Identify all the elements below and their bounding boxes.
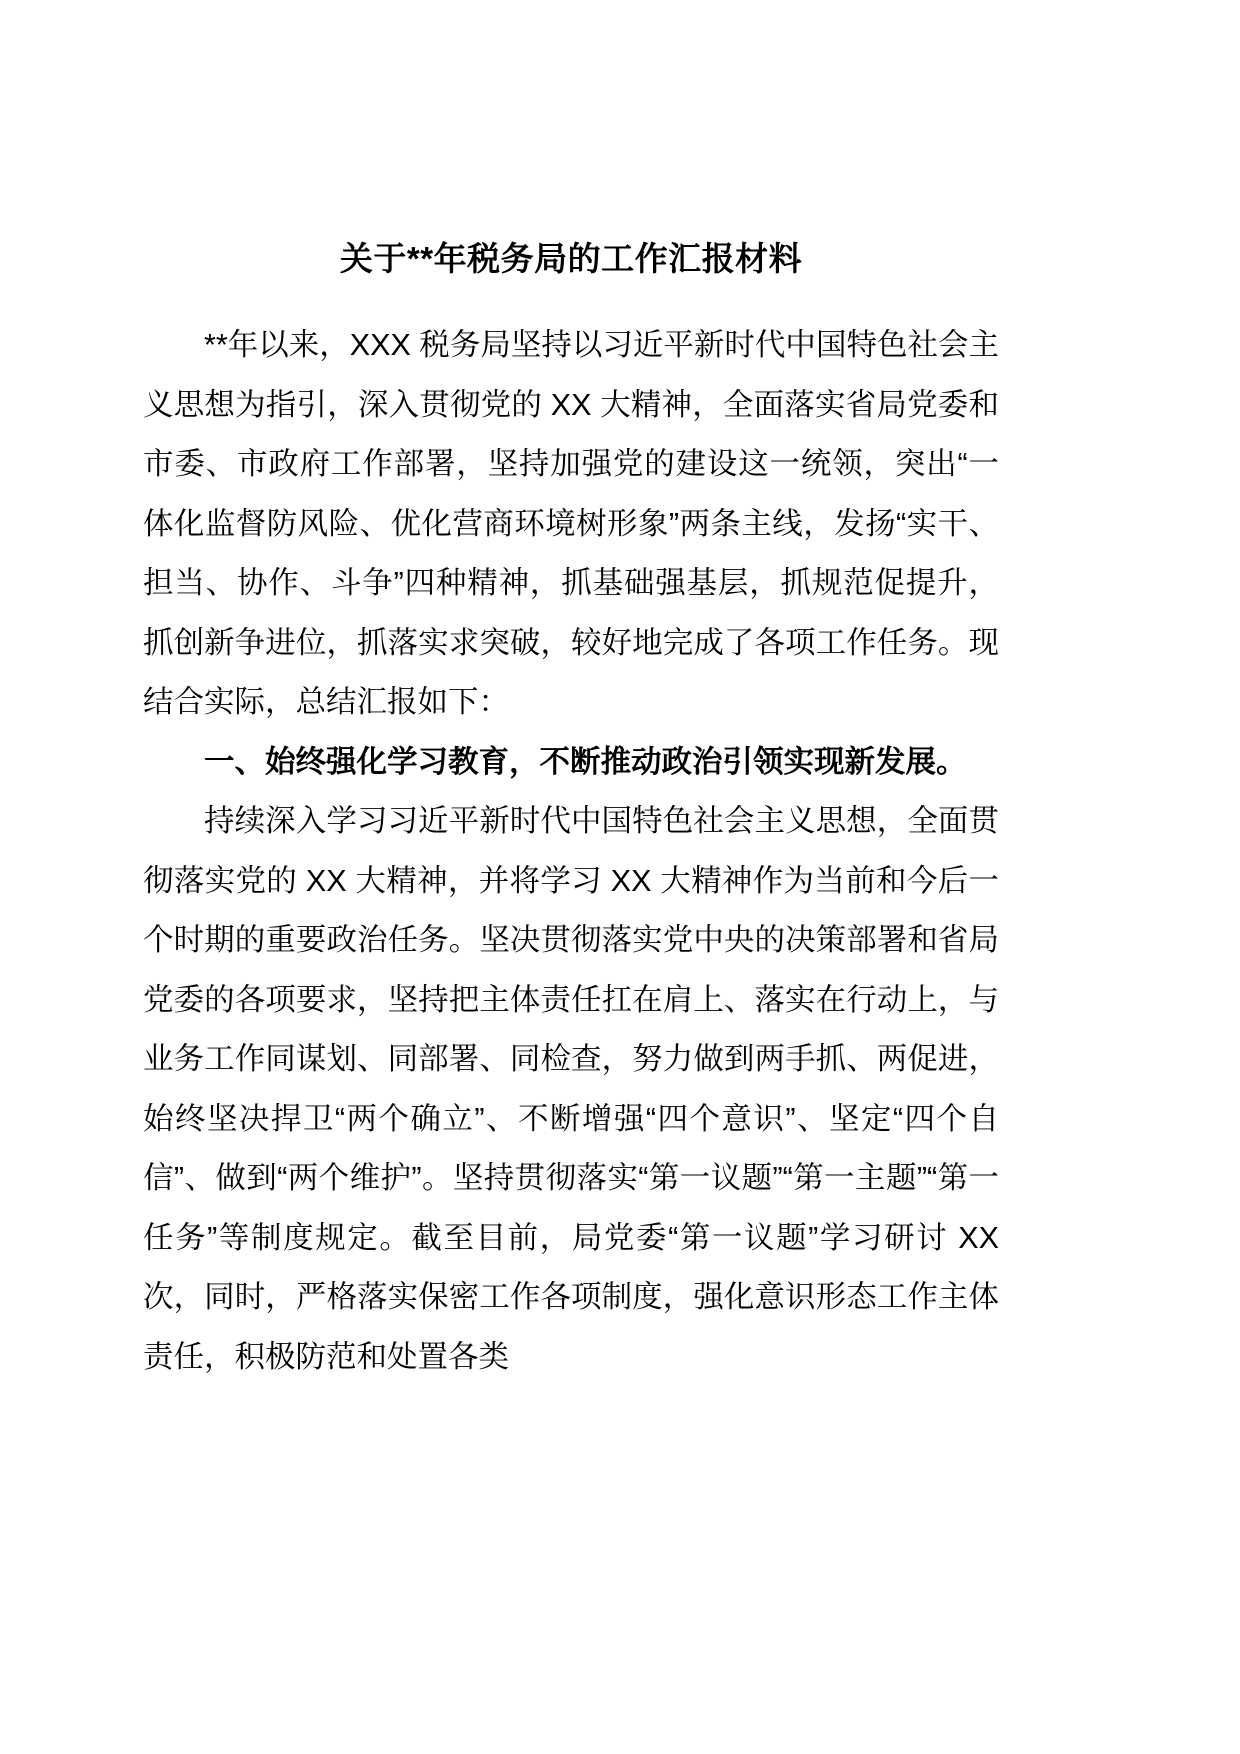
document-content	[143, 236, 999, 1387]
page-title: 关于**年税务局的工作汇报材料	[339, 240, 803, 277]
paragraph-section-one-body: 持续深入学习习近平新时代中国特色社会主义思想，全面贯彻落实党的 XX 大精神，并将学习 XX 大精神作为当前和今后一个时期的重要政治任务。坚决贯彻落实党中央的决策部署和省局党委的各项要求，坚持把主体责任扛在肩上、落实在行动上，与业务工作同谋划、同部署、同检查，努力做到两手抓、两促进，始终坚决捍卫“两个确立”、不断增强“四个意识”、坚定“四个自信”、做到“两个维护”。坚持贯彻落实“第一议题”“第一主题”“第一任务”等制度规定。截至目前，局党委“第一议题”学习研讨 XX 次，同时，严格落实保密工作各项制度，强化意识形态工作主体责任，积极防范和处置各类	[143, 804, 999, 1374]
section-heading-one: 一、始终强化学习教育，不断推动政治引领实现新发展。	[204, 744, 967, 779]
paragraph-intro: **年以来，XXX 税务局坚持以习近平新时代中国特色社会主义思想为指引，深入贯彻党的 XX 大精神，全面落实省局党委和市委、市政府工作部署，坚持加强党的建设这一统领，突出“一体化监督防风险、优化营商环境树形象”两条主线，发扬“实干、担当、协作、斗争”四种精神，抓基础强基层，抓规范促提升，抓创新争进位，抓落实求突破，较好地完成了各项工作任务。现结合实际，总结汇报如下：	[143, 328, 999, 719]
